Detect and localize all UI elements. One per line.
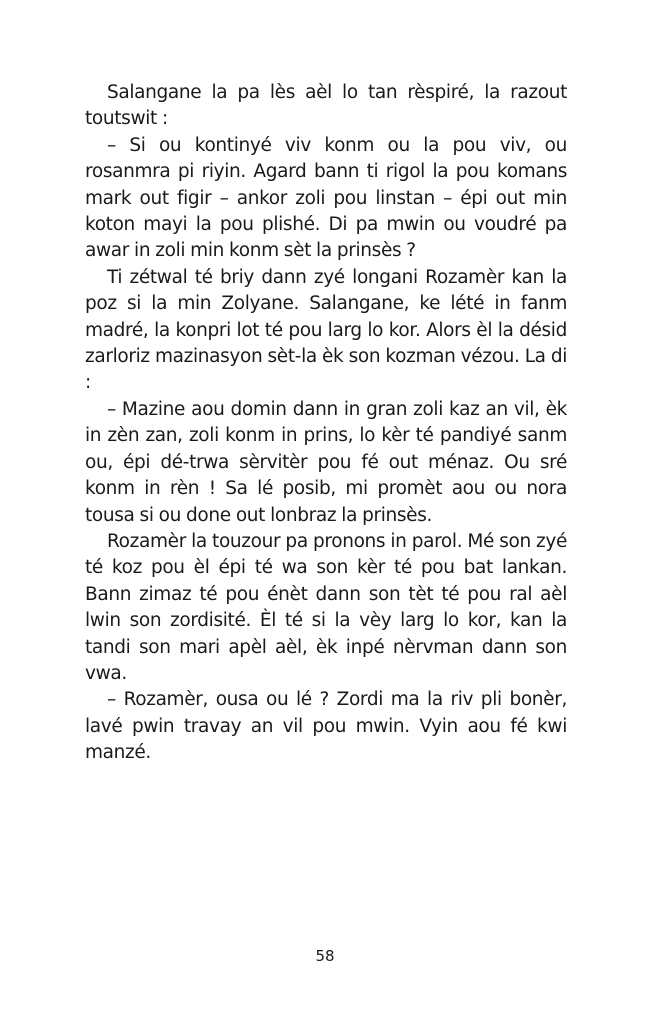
paragraph: – Rozamèr, ousa ou lé ? Zordi ma la riv pli bonèr, lavé pwin travay an vil pou mwin. Vyin aou fé kwi manzé. (85, 689, 567, 764)
paragraph: – Mazine aou domin dann in gran zoli kaz an vil, èk in zèn zan, zoli konm in prins, lo kèr té pandiyé sanm ou, épi dé-trwa sèrvitèr pou fé out ménaz. Ou sré konm in rèn ! Sa lé posib, mi promèt aou ou nora tousa si ou done out lonbraz la prinsès. (85, 398, 567, 526)
paragraph: – Si ou kontinyé viv konm ou la pou viv, ou rosanmra pi riyin. Agard bann ti rigol la pou komans mark out figir – ankor zoli pou linstan – épi out min koton mayi la pou plishé. Di pa mwin ou voudré pa awar in zoli min konm sèt la prinsès ? (85, 134, 567, 262)
paragraph: Ti zétwal té briy dann zyé longani Rozamèr kan la poz si la min Zolyane. Salangane, ke lété in fanm madré, la konpri lot té pou larg lo kor. Alors èl la désid zarloriz mazinasyon sèt-la èk son kozman vézou. La di : (85, 266, 567, 394)
paragraph: Rozamèr la touzour pa pronons in parol. Mé son zyé té koz pou èl épi té wa son kèr té pou bat lankan. Bann zimaz té pou énèt dann son tèt té pou ral aèl lwin son zordisité. Èl té si la vèy larg lo kor, kan la tandi son mari apèl aèl, èk inpé nèrvman dann son vwa. (85, 530, 567, 684)
page-number: 58 (315, 947, 335, 965)
paragraph: Salangane la pa lès aèl lo tan rèspiré, la razout toutswit : (85, 82, 567, 130)
page-body-text (85, 80, 567, 767)
